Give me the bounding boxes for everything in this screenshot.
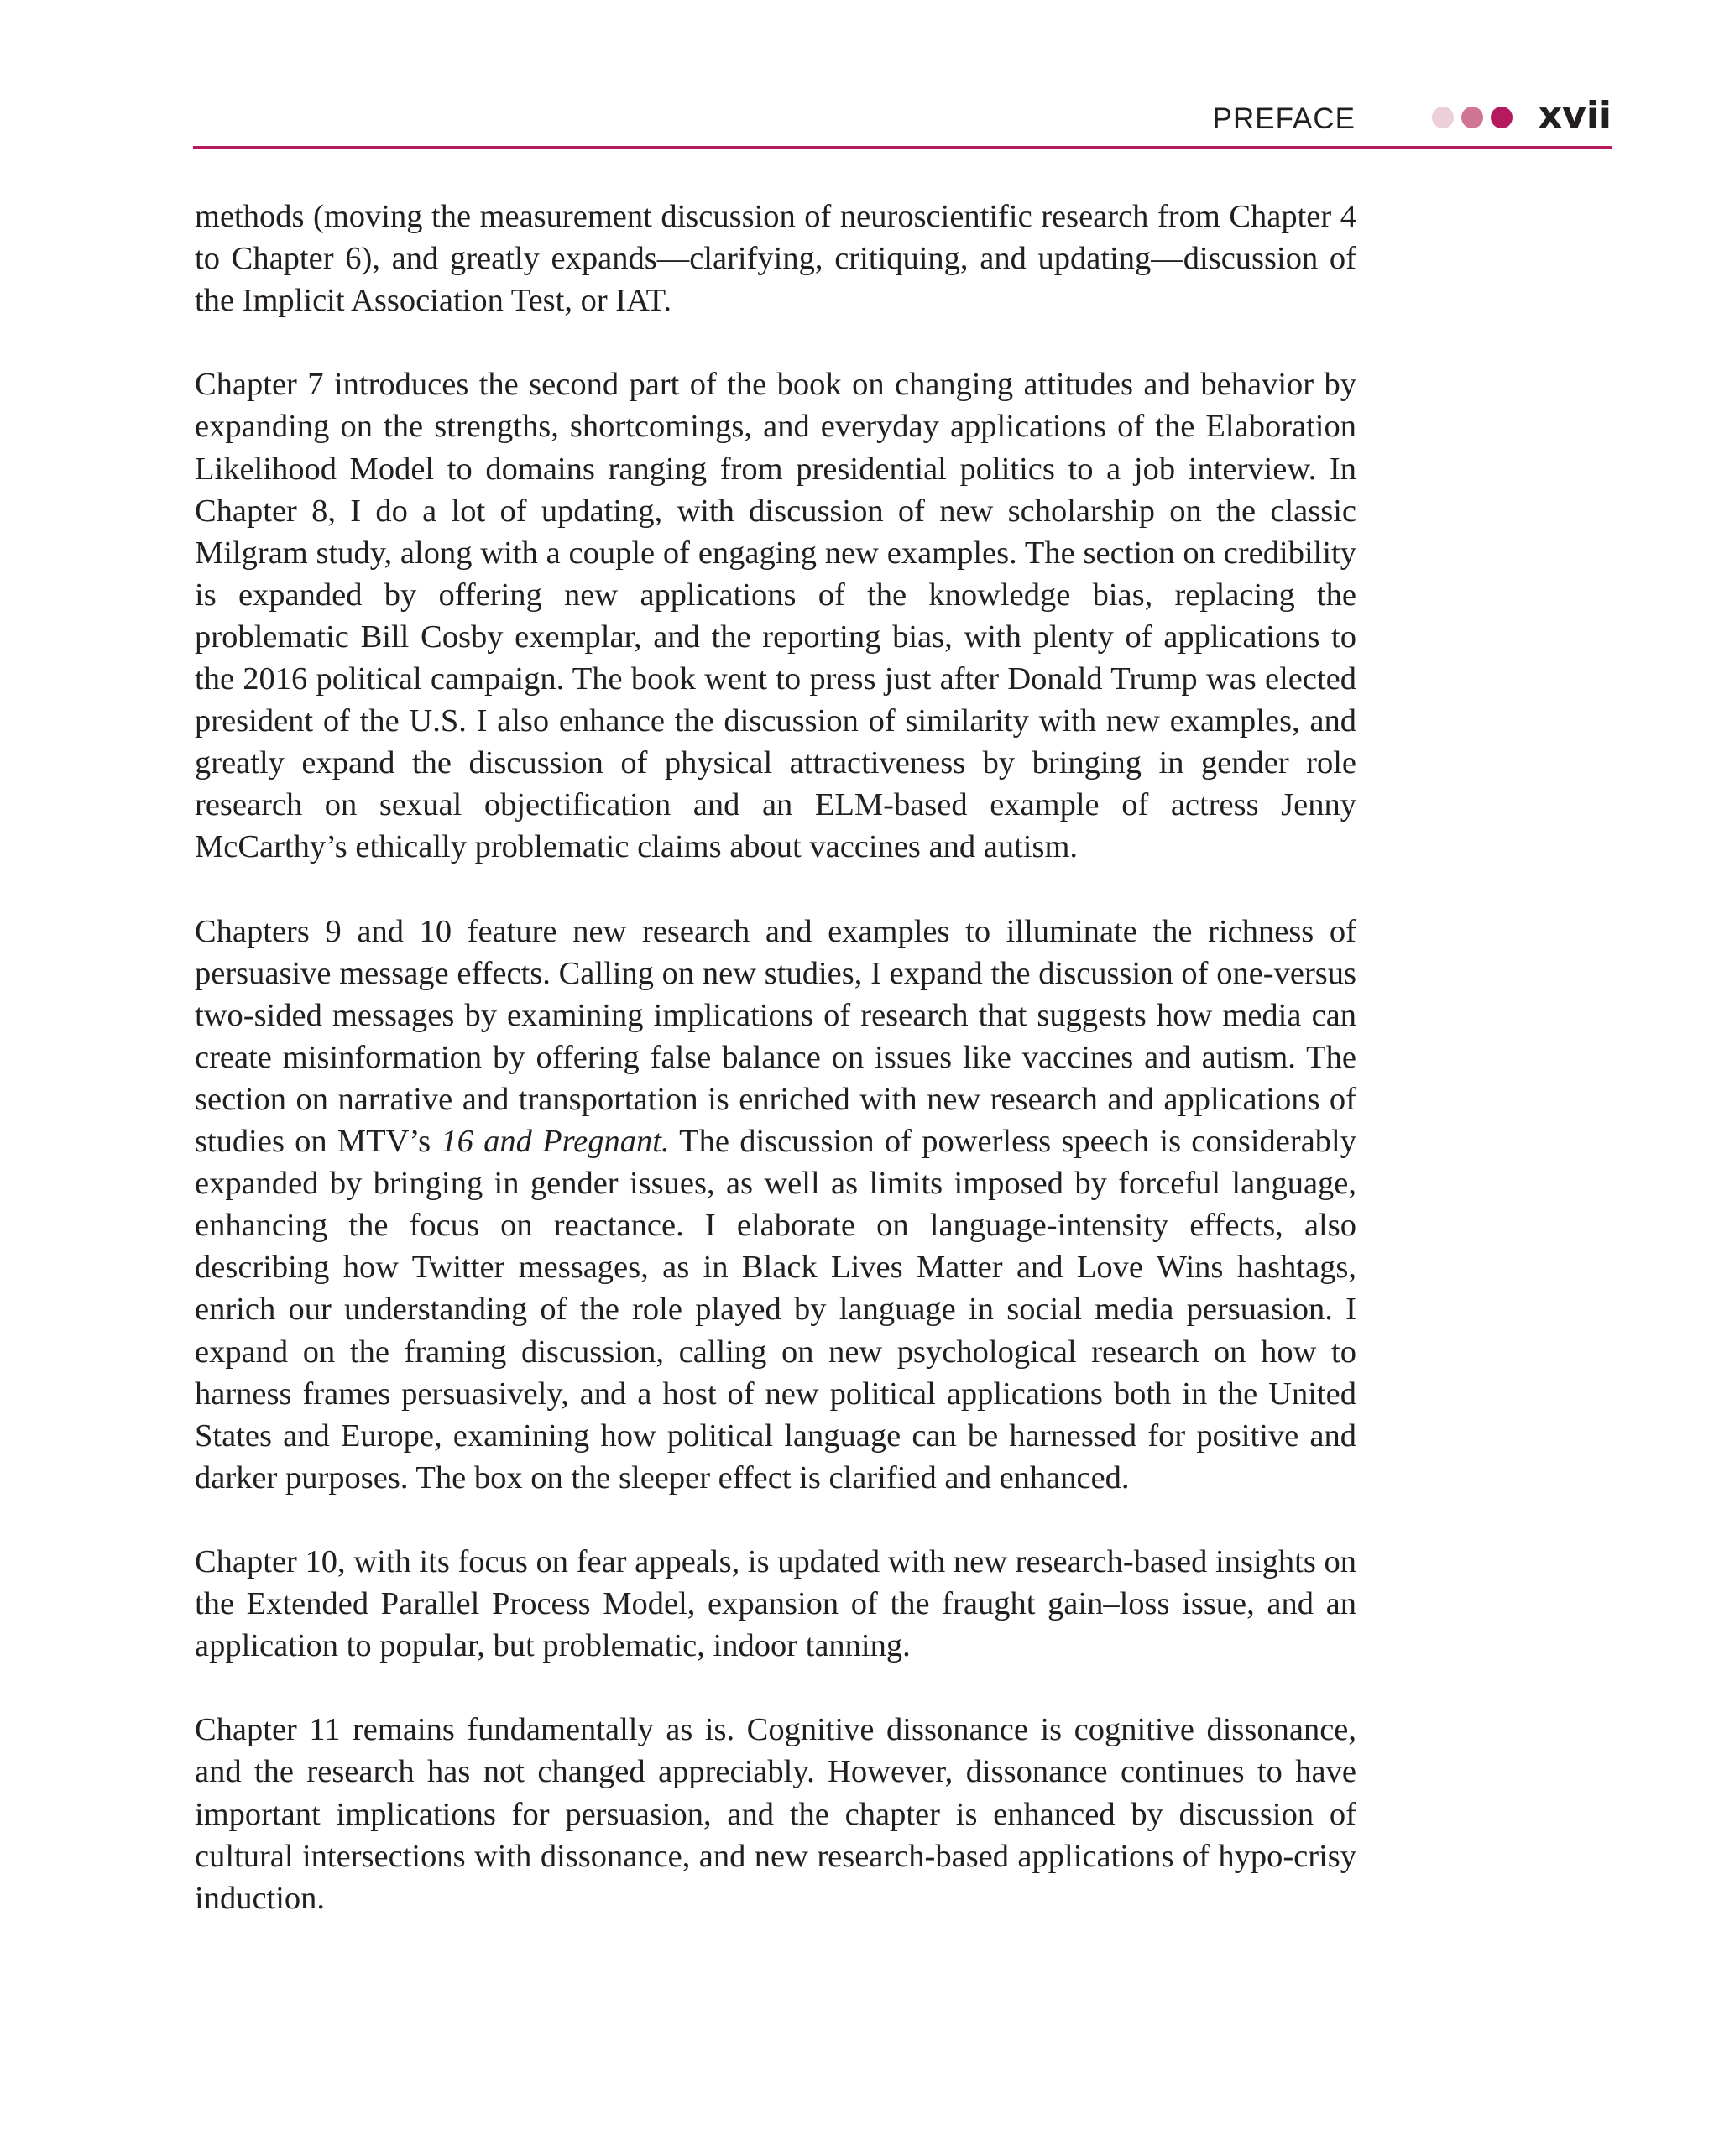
paragraph-text: The discussion of powerless speech is considerably expanded by bringing in gender issues, as well as limits imposed by forceful language, enhancing the focus on reactance. I elaborate on language-intensity effects, also describing how Twitter messages, as in Black Lives Matter and Love Wins hashtags, enrich our understanding of the role played by language in social media persuasion. I expand on the framing discussion, calling on new psychological research on how to harness frames persuasively, and a host of new political applications both in the United States and Europe, examining how political language can be harnessed for positive and darker purposes. The box on the sleeper effect is clarified and enhanced. [195,1124,1356,1496]
book-title-italic: 16 and Pregnant. [441,1124,670,1160]
paragraph-chapter-9-10 [195,911,1356,1499]
running-head [193,92,1612,149]
paragraph-chapter-11: Chapter 11 remains fundamentally as is. Cognitive dissonance is cognitive dissonance, and the research has not changed appreciably. However, dissonance continues to have important implications for persuasion, and the chapter is enhanced by discussion of cultural intersections with dissonance, and new research-based applications of hypo-crisy induction. [195,1712,1356,1916]
paragraph-continuation: methods (moving the measurement discussion of neuroscientific research from Chapter 4 to Chapter 6), and greatly expands—clarifying, critiquing, and updating—discussion of the Implicit Association Test, or IAT. [195,199,1356,319]
dot-medium-icon [1461,107,1483,128]
body-text [195,196,1356,1961]
paragraph-chapter-7-8: Chapter 7 introduces the second part of the book on changing attitudes and behavior by expanding on the strengths, shortcomings, and everyday applications of the Elaboration Likelihood Model to domains ranging from presidential politics to a job interview. In Chapter 8, I do a lot of updating, with discussion of new scholarship on the classic Milgram study, along with a couple of engaging new examples. The section on credibility is expanded by offering new applications of the knowledge bias, replacing the problematic Bill Cosby exemplar, and the reporting bias, with plenty of applications to the 2016 political campaign. The book went to press just after Donald Trump was elected president of the U.S. I also enhance the discussion of similarity with new examples, and greatly expand the discussion of physical attractiveness by bringing in gender role research on sexual objectification and an ELM-based example of actress Jenny McCarthy’s ethically problematic claims about vaccines and autism. [195,367,1356,865]
dot-light-icon [1432,107,1454,128]
paragraph-text: Chapters 9 and 10 feature new research and examples to illuminate the richness of persuasive message effects. Calling on new studies, I expand the discussion of one-versus two-sided messages by examining implications of research that suggests how media can create misinformation by offering false balance on issues like vaccines and autism. The section on narrative and transportation is enriched with new research and applications of studies on MTV’s [195,913,1356,1160]
paragraph-chapter-10: Chapter 10, with its focus on fear appeals, is updated with new research-based insights on the Extended Parallel Process Model, expansion of the fraught gain–loss issue, and an application to popular, but problematic, indoor tanning. [195,1544,1356,1664]
section-label: PREFACE [1212,102,1356,135]
page-number: xvii [1538,94,1612,137]
decorative-dots [1432,107,1513,128]
dot-dark-icon [1491,107,1513,128]
